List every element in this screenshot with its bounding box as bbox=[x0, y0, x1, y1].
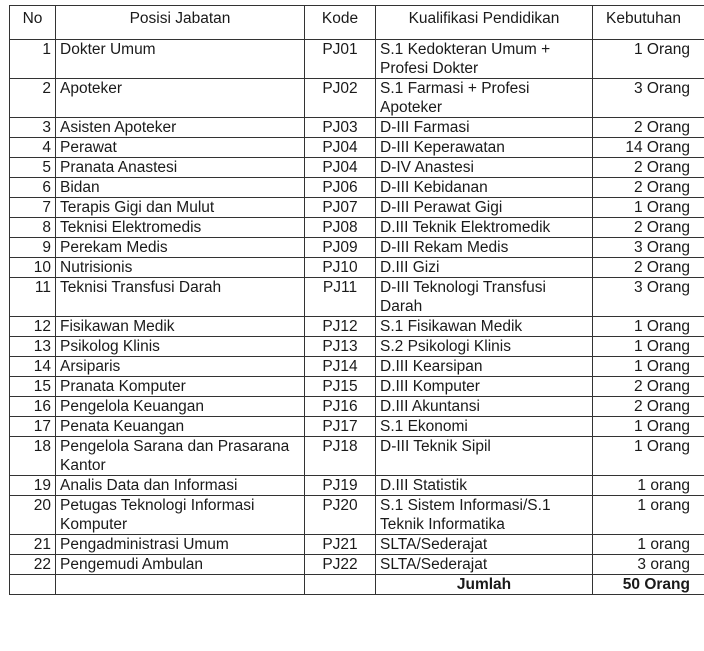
cell-position: Asisten Apoteker bbox=[56, 118, 305, 138]
cell-no: 11 bbox=[10, 278, 56, 317]
total-empty-cell bbox=[10, 575, 56, 595]
table-row bbox=[10, 118, 704, 138]
total-value: 50 Orang bbox=[593, 575, 704, 595]
cell-code: PJ19 bbox=[305, 476, 376, 496]
table-row bbox=[10, 397, 704, 417]
cell-no: 18 bbox=[10, 437, 56, 476]
cell-need: 1 Orang bbox=[593, 40, 704, 79]
cell-no: 4 bbox=[10, 138, 56, 158]
table-row bbox=[10, 218, 704, 238]
header-qualification: Kualifikasi Pendidikan bbox=[376, 6, 593, 40]
cell-no: 16 bbox=[10, 397, 56, 417]
cell-qualification: D.III Teknik Elektromedik bbox=[376, 218, 593, 238]
cell-no: 5 bbox=[10, 158, 56, 178]
cell-need: 1 orang bbox=[593, 535, 704, 555]
cell-no: 1 bbox=[10, 40, 56, 79]
cell-code: PJ04 bbox=[305, 138, 376, 158]
cell-position: Dokter Umum bbox=[56, 40, 305, 79]
total-empty-cell bbox=[56, 575, 305, 595]
cell-need: 2 Orang bbox=[593, 397, 704, 417]
table-row bbox=[10, 357, 704, 377]
cell-qualification: D-III Farmasi bbox=[376, 118, 593, 138]
cell-code: PJ22 bbox=[305, 555, 376, 575]
cell-no: 13 bbox=[10, 337, 56, 357]
cell-no: 14 bbox=[10, 357, 56, 377]
cell-position: Pengelola Keuangan bbox=[56, 397, 305, 417]
cell-qualification: D-IV Anastesi bbox=[376, 158, 593, 178]
table-row bbox=[10, 138, 704, 158]
cell-need: 1 Orang bbox=[593, 337, 704, 357]
cell-qualification: D-III Rekam Medis bbox=[376, 238, 593, 258]
job-requirements-table bbox=[9, 5, 704, 595]
cell-position: Analis Data dan Informasi bbox=[56, 476, 305, 496]
cell-code: PJ02 bbox=[305, 79, 376, 118]
cell-qualification: SLTA/Sederajat bbox=[376, 535, 593, 555]
header-position: Posisi Jabatan bbox=[56, 6, 305, 40]
cell-qualification: D.III Komputer bbox=[376, 377, 593, 397]
cell-need: 1 orang bbox=[593, 476, 704, 496]
cell-qualification: S.1 Ekonomi bbox=[376, 417, 593, 437]
cell-code: PJ17 bbox=[305, 417, 376, 437]
cell-position: Fisikawan Medik bbox=[56, 317, 305, 337]
cell-position: Penata Keuangan bbox=[56, 417, 305, 437]
cell-qualification: D-III Kebidanan bbox=[376, 178, 593, 198]
cell-need: 3 Orang bbox=[593, 278, 704, 317]
table-row bbox=[10, 496, 704, 535]
table-footer bbox=[10, 575, 704, 595]
cell-position: Perawat bbox=[56, 138, 305, 158]
header-row bbox=[10, 6, 704, 40]
cell-code: PJ15 bbox=[305, 377, 376, 397]
cell-position: Pengadministrasi Umum bbox=[56, 535, 305, 555]
cell-no: 21 bbox=[10, 535, 56, 555]
cell-need: 2 Orang bbox=[593, 158, 704, 178]
table-row bbox=[10, 178, 704, 198]
cell-position: Arsiparis bbox=[56, 357, 305, 377]
table-row bbox=[10, 40, 704, 79]
cell-code: PJ18 bbox=[305, 437, 376, 476]
total-empty-cell bbox=[305, 575, 376, 595]
table-row bbox=[10, 317, 704, 337]
cell-position: Teknisi Transfusi Darah bbox=[56, 278, 305, 317]
table-row bbox=[10, 158, 704, 178]
cell-no: 2 bbox=[10, 79, 56, 118]
table-row bbox=[10, 437, 704, 476]
total-row bbox=[10, 575, 704, 595]
cell-position: Terapis Gigi dan Mulut bbox=[56, 198, 305, 218]
cell-need: 2 Orang bbox=[593, 258, 704, 278]
cell-need: 1 Orang bbox=[593, 317, 704, 337]
cell-no: 17 bbox=[10, 417, 56, 437]
header-need: Kebutuhan bbox=[593, 6, 704, 40]
cell-need: 2 Orang bbox=[593, 178, 704, 198]
cell-no: 3 bbox=[10, 118, 56, 138]
cell-code: PJ10 bbox=[305, 258, 376, 278]
table-row bbox=[10, 337, 704, 357]
table-row bbox=[10, 258, 704, 278]
cell-code: PJ09 bbox=[305, 238, 376, 258]
cell-qualification: D.III Akuntansi bbox=[376, 397, 593, 417]
table-row bbox=[10, 79, 704, 118]
cell-need: 3 Orang bbox=[593, 79, 704, 118]
cell-need: 1 Orang bbox=[593, 357, 704, 377]
cell-need: 2 Orang bbox=[593, 118, 704, 138]
cell-qualification: S.1 Farmasi + Profesi Apoteker bbox=[376, 79, 593, 118]
header-code: Kode bbox=[305, 6, 376, 40]
cell-qualification: S.2 Psikologi Klinis bbox=[376, 337, 593, 357]
cell-qualification: S.1 Kedokteran Umum + Profesi Dokter bbox=[376, 40, 593, 79]
cell-position: Pranata Anastesi bbox=[56, 158, 305, 178]
cell-need: 1 Orang bbox=[593, 437, 704, 476]
table-body bbox=[10, 40, 704, 575]
table-row bbox=[10, 535, 704, 555]
header-no: No bbox=[10, 6, 56, 40]
cell-no: 19 bbox=[10, 476, 56, 496]
cell-qualification: SLTA/Sederajat bbox=[376, 555, 593, 575]
total-label: Jumlah bbox=[376, 575, 593, 595]
cell-qualification: D.III Kearsipan bbox=[376, 357, 593, 377]
cell-qualification: S.1 Fisikawan Medik bbox=[376, 317, 593, 337]
cell-qualification: D-III Teknik Sipil bbox=[376, 437, 593, 476]
cell-code: PJ01 bbox=[305, 40, 376, 79]
table-row bbox=[10, 555, 704, 575]
table-row bbox=[10, 238, 704, 258]
cell-position: Teknisi Elektromedis bbox=[56, 218, 305, 238]
cell-code: PJ07 bbox=[305, 198, 376, 218]
cell-position: Psikolog Klinis bbox=[56, 337, 305, 357]
cell-code: PJ08 bbox=[305, 218, 376, 238]
cell-need: 1 Orang bbox=[593, 417, 704, 437]
cell-no: 8 bbox=[10, 218, 56, 238]
cell-no: 6 bbox=[10, 178, 56, 198]
cell-no: 7 bbox=[10, 198, 56, 218]
cell-qualification: D.III Gizi bbox=[376, 258, 593, 278]
cell-need: 1 orang bbox=[593, 496, 704, 535]
cell-position: Perekam Medis bbox=[56, 238, 305, 258]
cell-position: Pengemudi Ambulan bbox=[56, 555, 305, 575]
table-row bbox=[10, 198, 704, 218]
cell-position: Apoteker bbox=[56, 79, 305, 118]
cell-code: PJ03 bbox=[305, 118, 376, 138]
cell-position: Bidan bbox=[56, 178, 305, 198]
cell-no: 22 bbox=[10, 555, 56, 575]
cell-qualification: S.1 Sistem Informasi/S.1 Teknik Informatika bbox=[376, 496, 593, 535]
cell-no: 9 bbox=[10, 238, 56, 258]
cell-position: Pranata Komputer bbox=[56, 377, 305, 397]
cell-position: Pengelola Sarana dan Prasarana Kantor bbox=[56, 437, 305, 476]
cell-position: Nutrisionis bbox=[56, 258, 305, 278]
table-row bbox=[10, 417, 704, 437]
cell-qualification: D-III Perawat Gigi bbox=[376, 198, 593, 218]
table-header bbox=[10, 6, 704, 40]
cell-need: 3 orang bbox=[593, 555, 704, 575]
cell-no: 20 bbox=[10, 496, 56, 535]
cell-code: PJ04 bbox=[305, 158, 376, 178]
cell-need: 3 Orang bbox=[593, 238, 704, 258]
cell-code: PJ20 bbox=[305, 496, 376, 535]
cell-no: 15 bbox=[10, 377, 56, 397]
cell-need: 2 Orang bbox=[593, 377, 704, 397]
cell-code: PJ12 bbox=[305, 317, 376, 337]
table-row bbox=[10, 377, 704, 397]
cell-code: PJ21 bbox=[305, 535, 376, 555]
table-row bbox=[10, 476, 704, 496]
cell-need: 2 Orang bbox=[593, 218, 704, 238]
cell-code: PJ14 bbox=[305, 357, 376, 377]
cell-need: 14 Orang bbox=[593, 138, 704, 158]
cell-code: PJ16 bbox=[305, 397, 376, 417]
cell-no: 10 bbox=[10, 258, 56, 278]
cell-code: PJ13 bbox=[305, 337, 376, 357]
table-row bbox=[10, 278, 704, 317]
cell-code: PJ06 bbox=[305, 178, 376, 198]
cell-code: PJ11 bbox=[305, 278, 376, 317]
cell-no: 12 bbox=[10, 317, 56, 337]
cell-qualification: D.III Statistik bbox=[376, 476, 593, 496]
cell-qualification: D-III Keperawatan bbox=[376, 138, 593, 158]
cell-need: 1 Orang bbox=[593, 198, 704, 218]
cell-position: Petugas Teknologi Informasi Komputer bbox=[56, 496, 305, 535]
cell-qualification: D-III Teknologi Transfusi Darah bbox=[376, 278, 593, 317]
